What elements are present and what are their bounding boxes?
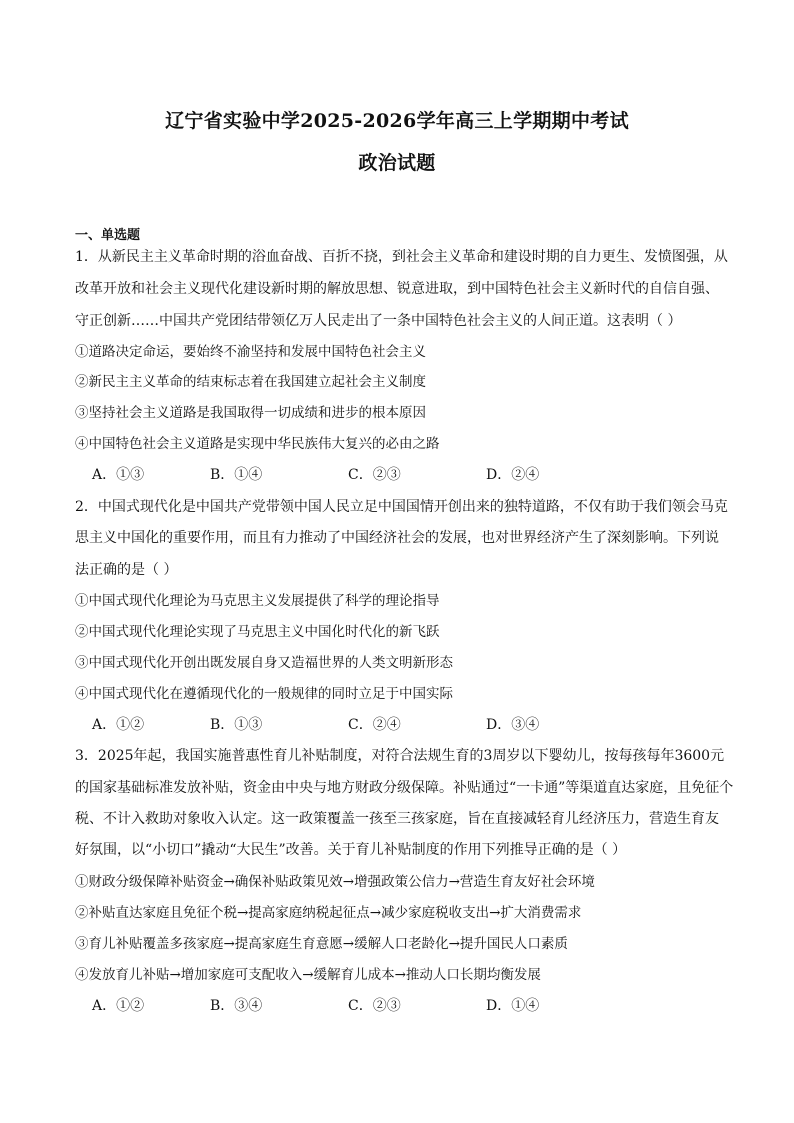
question-2-choices — [92, 715, 652, 735]
question-1-stem-line-2: 改革开放和社会主义现代化建设新时期的解放思想、锐意进取，到中国特色社会主义新时代的自信自强、 — [75, 281, 719, 297]
question-3-choice-a[interactable]: A．①② — [92, 998, 145, 1014]
question-3-stem-line-3: 税、不计入救助对象收入认定。这一政策覆盖一孩至三孩家庭，旨在直接减轻育儿经济压力，营造生育友 — [75, 811, 719, 827]
question-2-statement-2: ②中国式现代化理论实现了马克思主义中国化时代化的新飞跃 — [75, 624, 440, 640]
question-3-choice-b[interactable]: B．③④ — [210, 998, 263, 1014]
question-1-choice-d[interactable]: D．②④ — [486, 467, 540, 483]
question-2-stem-line-3: 法正确的是（ ） — [75, 562, 178, 578]
section-heading: 一、单选题 — [75, 228, 141, 243]
question-2-choice-c[interactable]: C．②④ — [348, 717, 401, 733]
question-2-stem-line-1: 2．中国式现代化是中国共产党带领中国人民立足中国国情开创出来的独特道路，不仅有助于我们领会马克 — [75, 499, 728, 515]
question-1-statement-1: ①道路决定命运，要始终不渝坚持和发展中国特色社会主义 — [75, 344, 426, 360]
question-3-statement-4: ④发放育儿补贴→增加家庭可支配收入→缓解育儿成本→推动人口长期均衡发展 — [75, 967, 541, 983]
question-1-choice-c[interactable]: C．②③ — [348, 467, 401, 483]
question-1-choice-b[interactable]: B．①④ — [210, 467, 263, 483]
question-1-stem-line-3: 守正创新……中国共产党团结带领亿万人民走出了一条中国特色社会主义的人间正道。这表明（ ） — [75, 313, 682, 329]
exam-title: 辽宁省实验中学2025-2026学年高三上学期期中考试 — [165, 110, 629, 132]
question-3-stem-line-4: 好氛围，以“小切口”撬动“大民生”改善。关于育儿补贴制度的作用下列推导正确的是（ ） — [75, 842, 627, 858]
question-1-choice-a[interactable]: A．①③ — [92, 467, 145, 483]
question-3-choice-c[interactable]: C．②③ — [348, 998, 401, 1014]
question-2-stem-line-2: 思主义中国化的重要作用，而且有力推动了中国经济社会的发展，也对世界经济产生了深刻影响。下列说 — [75, 530, 719, 546]
question-3-statement-2: ②补贴直达家庭且免征个税→提高家庭纳税起征点→减少家庭税收支出→扩大消费需求 — [75, 905, 582, 921]
question-1-statement-3: ③坚持社会主义道路是我国取得一切成绩和进步的根本原因 — [75, 405, 426, 421]
question-2-statement-3: ③中国式现代化开创出既发展自身又造福世界的人类文明新形态 — [75, 655, 453, 671]
question-1-choices — [92, 465, 652, 485]
question-2-choice-a[interactable]: A．①② — [92, 717, 145, 733]
question-1-stem-line-1: 1．从新民主主义革命时期的浴血奋战、百折不挠，到社会主义革命和建设时期的自力更生、发愤图强，从 — [75, 249, 728, 265]
question-2-choice-b[interactable]: B．①③ — [210, 717, 263, 733]
question-2-choice-d[interactable]: D．③④ — [486, 717, 540, 733]
question-1-statement-4: ④中国特色社会主义道路是实现中华民族伟大复兴的必由之路 — [75, 436, 440, 452]
question-2-statement-1: ①中国式现代化理论为马克思主义发展提供了科学的理论指导 — [75, 593, 440, 609]
question-3-statement-1: ①财政分级保障补贴资金→确保补贴政策见效→增强政策公信力→营造生育友好社会环境 — [75, 874, 595, 890]
question-3-choices — [92, 996, 652, 1016]
question-1-statement-2: ②新民主主义革命的结束标志着在我国建立起社会主义制度 — [75, 374, 426, 390]
question-3-choice-d[interactable]: D．①④ — [486, 998, 540, 1014]
question-2-statement-4: ④中国式现代化在遵循现代化的一般规律的同时立足于中国实际 — [75, 686, 453, 702]
question-3-stem-line-2: 的国家基础标准发放补贴，资金由中央与地方财政分级保障。补贴通过“一卡通”等渠道直达家庭，且免征个 — [75, 780, 734, 796]
question-3-stem-line-1: 3．2025年起，我国实施普惠性育儿补贴制度，对符合法规生育的3周岁以下婴幼儿，按每孩每年3600元 — [75, 748, 725, 764]
question-3-statement-3: ③育儿补贴覆盖多孩家庭→提高家庭生育意愿→缓解人口老龄化→提升国民人口素质 — [75, 936, 568, 952]
exam-subject-title: 政治试题 — [358, 152, 436, 174]
